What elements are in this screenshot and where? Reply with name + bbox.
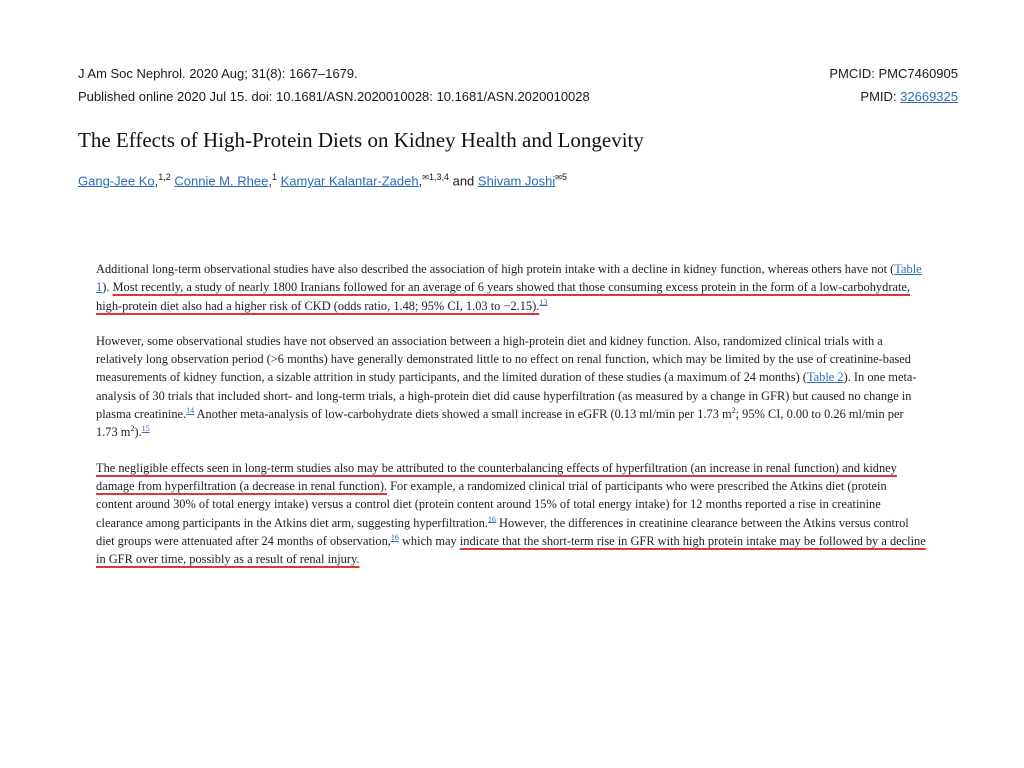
citation-block [78,62,590,108]
pmid-link[interactable]: 32669325 [900,89,958,104]
reference-link[interactable]: 13 [539,297,548,307]
publication-info: Published online 2020 Jul 15. doi: 10.1681/ASN.2020010028: 10.1681/ASN.2020010028 [78,89,590,104]
paragraph-1 [96,260,926,315]
text-run: ). In one meta-analysis of 30 trials that included short- and long-term trials, a high-protein diet did cause hyperfiltration (as measured by a change in GFR) but caused no change in plasma creatinine. [96,370,917,422]
table-1-link[interactable]: Table 1 [96,262,922,295]
text-run: For example, a randomized clinical trial of participants who were prescribed the Atkins diet (protein content around 30% of total energy intake) versus a control diet (protein content around 15% of total energy intake) for 12 months reported a rise in creatinine clearance among participants in the Atkins diet arm, suggesting hyperfiltration. [96,478,887,530]
text-run: Another meta-analysis of low-carbohydrate diets showed a small increase in eGFR (0.13 ml/min per 1.73 m [194,407,732,422]
article-title: The Effects of High-Protein Diets on Kidney Health and Longevity [78,128,644,152]
author-affiliation: 1 [271,172,277,182]
superscript: 2 [731,405,736,415]
corresponding-author-icon: ✉ [422,173,429,182]
author-link-rhee[interactable]: Connie M. Rhee [174,173,269,189]
author-link-joshi[interactable]: Shivam Joshi [477,173,556,189]
pmid-label: PMID: [860,89,901,104]
highlighted-passage: indicate that the short-term rise in GFR with high protein intake may be followed by a decline in GFR over time, possibly as a result of renal injury. [96,533,926,567]
author-affiliation: 1,3,4 [428,172,449,182]
paragraph-3 [96,459,926,569]
reference-link[interactable]: 16 [390,532,399,542]
identifier-block [829,62,958,108]
text-run: Additional long-term observational studies have also described the association of high protein intake with a decline in kidney function, whereas others have not ( [96,262,895,276]
text-run: However, some observational studies have not observed an association between a high-protein diet and kidney function. Also, randomized clinical trials with a relatively long observation period (>6 months) have generally demonstrated little to no effect on renal function, which may be limited by the use of creatinine-based measurements of kidney function, a sizable attrition in study participants, and the limited duration of these studies (a maximum of 24 months) ( [96,333,911,385]
highlighted-passage: The negligible effects seen in long-term studies also may be attributed to the counterbalancing effects of hyperfiltration (an increase in renal function) and kidney damage from hyperfiltration (a decrease in renal function). [96,460,897,493]
author-affiliation: 1,2 [158,172,171,182]
superscript: 2 [130,424,135,434]
reference-link[interactable]: 15 [141,424,150,434]
text-run: ). [102,280,113,295]
journal-citation: J Am Soc Nephrol. 2020 Aug; 31(8): 1667–1679. [78,66,358,81]
corresponding-author-icon: ✉ [555,173,562,182]
highlighted-passage: Most recently, a study of nearly 1800 Iranians followed for an average of 6 years showed that those consuming excess protein in the form of a low-carbohydrate, high-protein diet also had a higher risk of CKD (odds ratio, 1.48; 95% CI, 1.03 to −2.15). [96,280,910,313]
text-run: which may [398,533,460,548]
reference-link[interactable]: 14 [186,405,195,415]
text-run: However, the differences in creatinine clearance between the Atkins versus control diet groups were attenuated after 24 months of observation, [96,515,909,548]
pmcid: PMCID: PMC7460905 [829,66,958,81]
author-connector: and [452,173,475,189]
pmid [829,85,958,108]
author-list: Gang-Jee Ko,$^{1,2}$ Connie M. Rhee,$^1$ Kamyar Kalantar-Zadeh,$^{✉1,3,4}$ and Shivam Joshi$^{✉5}$ [78,172,567,189]
table-2-link[interactable]: Table 2 [806,370,844,385]
reference-link[interactable]: 16 [487,514,496,524]
article-excerpt [96,260,926,585]
text-run: ). [134,425,142,440]
author-affiliation: 5 [561,172,567,182]
author-link-ko[interactable]: Gang-Jee Ko [78,173,155,189]
text-run: ; 95% CI, 0.00 to 0.26 ml/min per 1.73 m [96,407,904,440]
author-link-kalantar-zadeh[interactable]: Kamyar Kalantar-Zadeh [280,173,419,189]
paragraph-2 [96,332,926,442]
